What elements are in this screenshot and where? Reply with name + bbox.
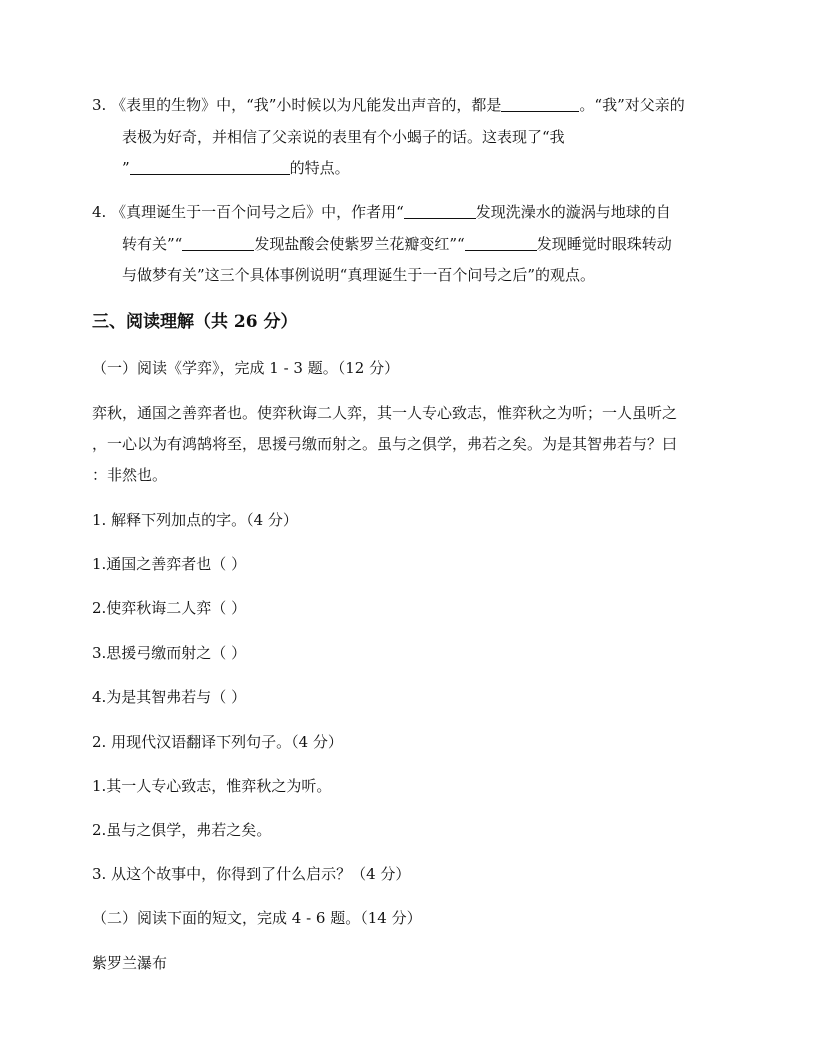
question-1: 1. 解释下列加点的字。（4 分） xyxy=(92,511,298,529)
part2-instruction: （二）阅读下面的短文，完成 4 - 6 题。（14 分） xyxy=(92,909,422,927)
passage-line: 弈秋，通国之善弈者也。使弈秋诲二人弈，其一人专心致志，惟弈秋之为听；一人虽听之 xyxy=(92,404,678,422)
q3-line3: ” 的特点。 xyxy=(122,159,350,177)
passage-line: ，一心以为有鸿鹄将至，思援弓缴而射之。虽与之俱学，弗若之矣。为是其智弗若与？曰 xyxy=(92,435,678,453)
q2-item: 1.其一人专心致志，惟弈秋之为听。 xyxy=(92,777,332,795)
passage-line: ：非然也。 xyxy=(92,466,168,484)
answer-blank xyxy=(501,97,579,112)
q3-line1: 3. 《表里的生物》中，“我”小时候以为凡能发出声音的，都是 。“我”对父亲的 xyxy=(92,96,685,114)
article-title: 紫罗兰瀑布 xyxy=(92,954,168,972)
answer-blank xyxy=(182,236,254,251)
answer-blank xyxy=(130,160,290,175)
q1-item: 4.为是其智弗若与（ ） xyxy=(92,688,247,706)
section-heading: 三、阅读理解（共 26 分） xyxy=(92,312,298,332)
q1-item: 2.使弈秋诲二人弈（ ） xyxy=(92,599,247,617)
q4-line3: 与做梦有关”这三个具体事例说明“真理诞生于一百个问号之后”的观点。 xyxy=(122,266,596,284)
part1-instruction: （一）阅读《学弈》，完成 1 - 3 题。（12 分） xyxy=(92,359,400,377)
q1-item: 1.通国之善弈者也（ ） xyxy=(92,555,247,573)
q1-item: 3.思援弓缴而射之（ ） xyxy=(92,644,247,662)
question-2: 2. 用现代汉语翻译下列句子。（4 分） xyxy=(92,733,343,751)
q4-line1: 4. 《真理诞生于一百个问号之后》中，作者用“ 发现洗澡水的漩涡与地球的自 xyxy=(92,203,671,221)
question-3: 3. 从这个故事中，你得到了什么启示？（4 分） xyxy=(92,865,411,883)
answer-blank xyxy=(404,204,476,219)
q4-line2: 转有关”“ 发现盐酸会使紫罗兰花瓣变红”“ 发现睡觉时眼珠转动 xyxy=(122,235,672,253)
answer-blank xyxy=(465,236,537,251)
q3-line2: 表极为好奇，并相信了父亲说的表里有个小蝎子的话。这表现了“我 xyxy=(122,128,565,146)
q2-item: 2.虽与之俱学，弗若之矣。 xyxy=(92,821,272,839)
